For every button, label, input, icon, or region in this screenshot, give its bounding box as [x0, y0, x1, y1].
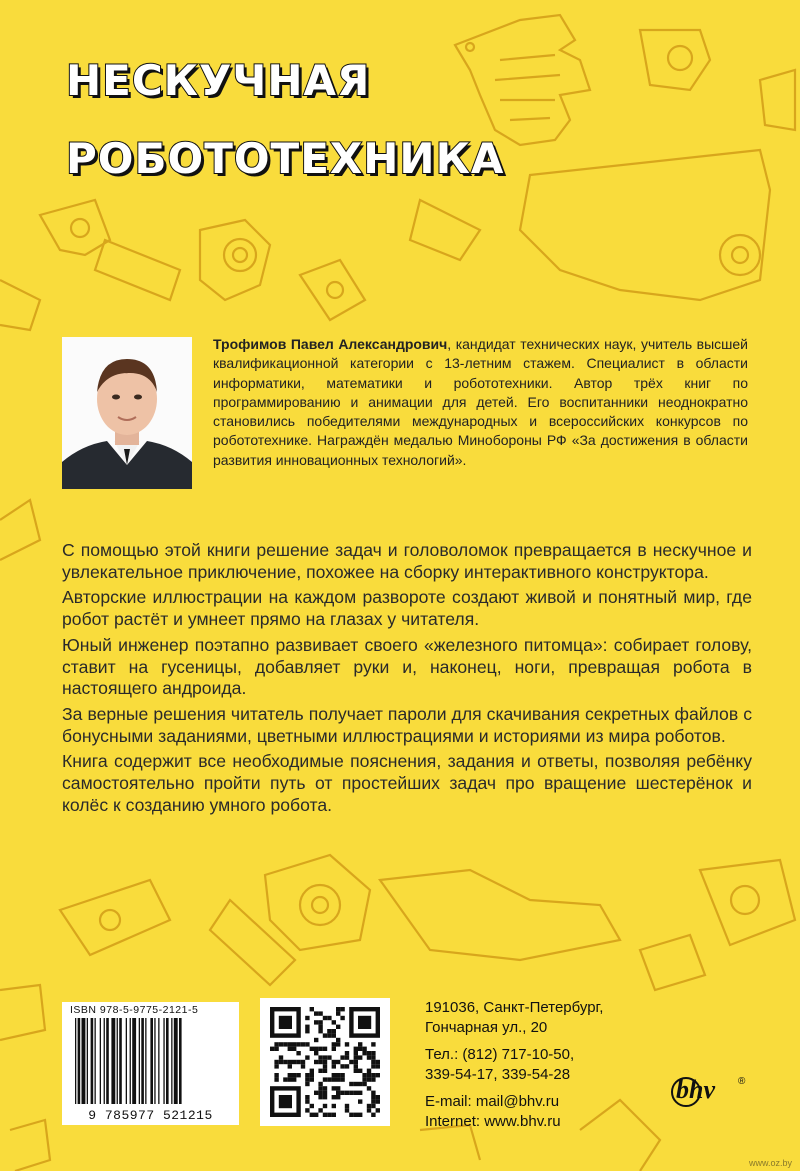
isbn-number: ISBN 978-5-9775-2121-5	[70, 1004, 199, 1016]
phone-line-1: Тел.: (812) 717-10-50,	[425, 1046, 575, 1063]
barcode-digits: 9 785977 521215	[88, 1108, 213, 1123]
bhv-logo	[668, 1062, 750, 1110]
email-line: E-mail: mail@bhv.ru	[425, 1093, 560, 1110]
registered-mark: ®	[738, 1076, 746, 1087]
description-paragraph: Авторские иллюстрации на каждом развороте создают живой и понятный мир, где робот растёт и умнеет прямо на глазах у читателя.	[62, 587, 752, 630]
watermark: www.oz.by	[748, 1158, 792, 1168]
book-title-line-2: РОБОТОТЕХНИКА	[66, 134, 505, 183]
book-description	[62, 540, 752, 820]
phone-line-2: 339-54-17, 339-54-28	[425, 1065, 571, 1083]
author-biography	[213, 335, 748, 470]
publisher-contacts	[425, 998, 603, 1131]
qr-code-pattern	[260, 998, 390, 1126]
bhv-logo-text: bhv	[676, 1075, 715, 1104]
description-paragraph: Юный инженер поэтапно развивает своего «железного питомца»: собирает голову, ставит на гусеницы, добавляет руки и, наконец, ноги, превращая робота в настоящего андроида.	[62, 634, 752, 699]
author-photo	[62, 337, 192, 489]
description-paragraph: За верные решения читатель получает пароли для скачивания секретных файлов с бонусными заданиями, цветными иллюстрациями и историями из мира роботов.	[62, 703, 752, 746]
barcode-bars	[73, 1018, 233, 1106]
description-paragraph: Книга содержит все необходимые пояснения, задания и ответы, позволяя ребёнку самостоятельно пройти путь от простейших задач про вращение шестерёнок и колёс к созданию умного робота.	[62, 751, 752, 815]
qr-code	[260, 998, 390, 1126]
address-line-2: Гончарная ул., 20	[425, 1018, 548, 1036]
description-paragraph: С помощью этой книги решение задач и головоломок превращается в нескучное и увлекательное приключение, похожее на сборку интерактивного конструктора.	[62, 540, 752, 582]
internet-line: Internet: www.bhv.ru	[425, 1112, 561, 1130]
author-name: Трофимов Павел Александрович	[213, 336, 448, 352]
author-bio-text: , кандидат технических наук, учитель высшей квалификационной категории с 13-летним стажем. Специалист в области информатики, математики и робототехники. Автор трёх книг по программированию и анимации для детей. Его воспитанники неоднократно становились победителями международных и всероссийских конкурсов по робототехнике. Награждён медалью Минобороны РФ «За достижения в области развития инновационных технологий».	[213, 336, 748, 468]
book-title-line-1: НЕСКУЧНАЯ	[66, 56, 371, 105]
address-line-1: 191036, Санкт-Петербург,	[425, 999, 604, 1016]
